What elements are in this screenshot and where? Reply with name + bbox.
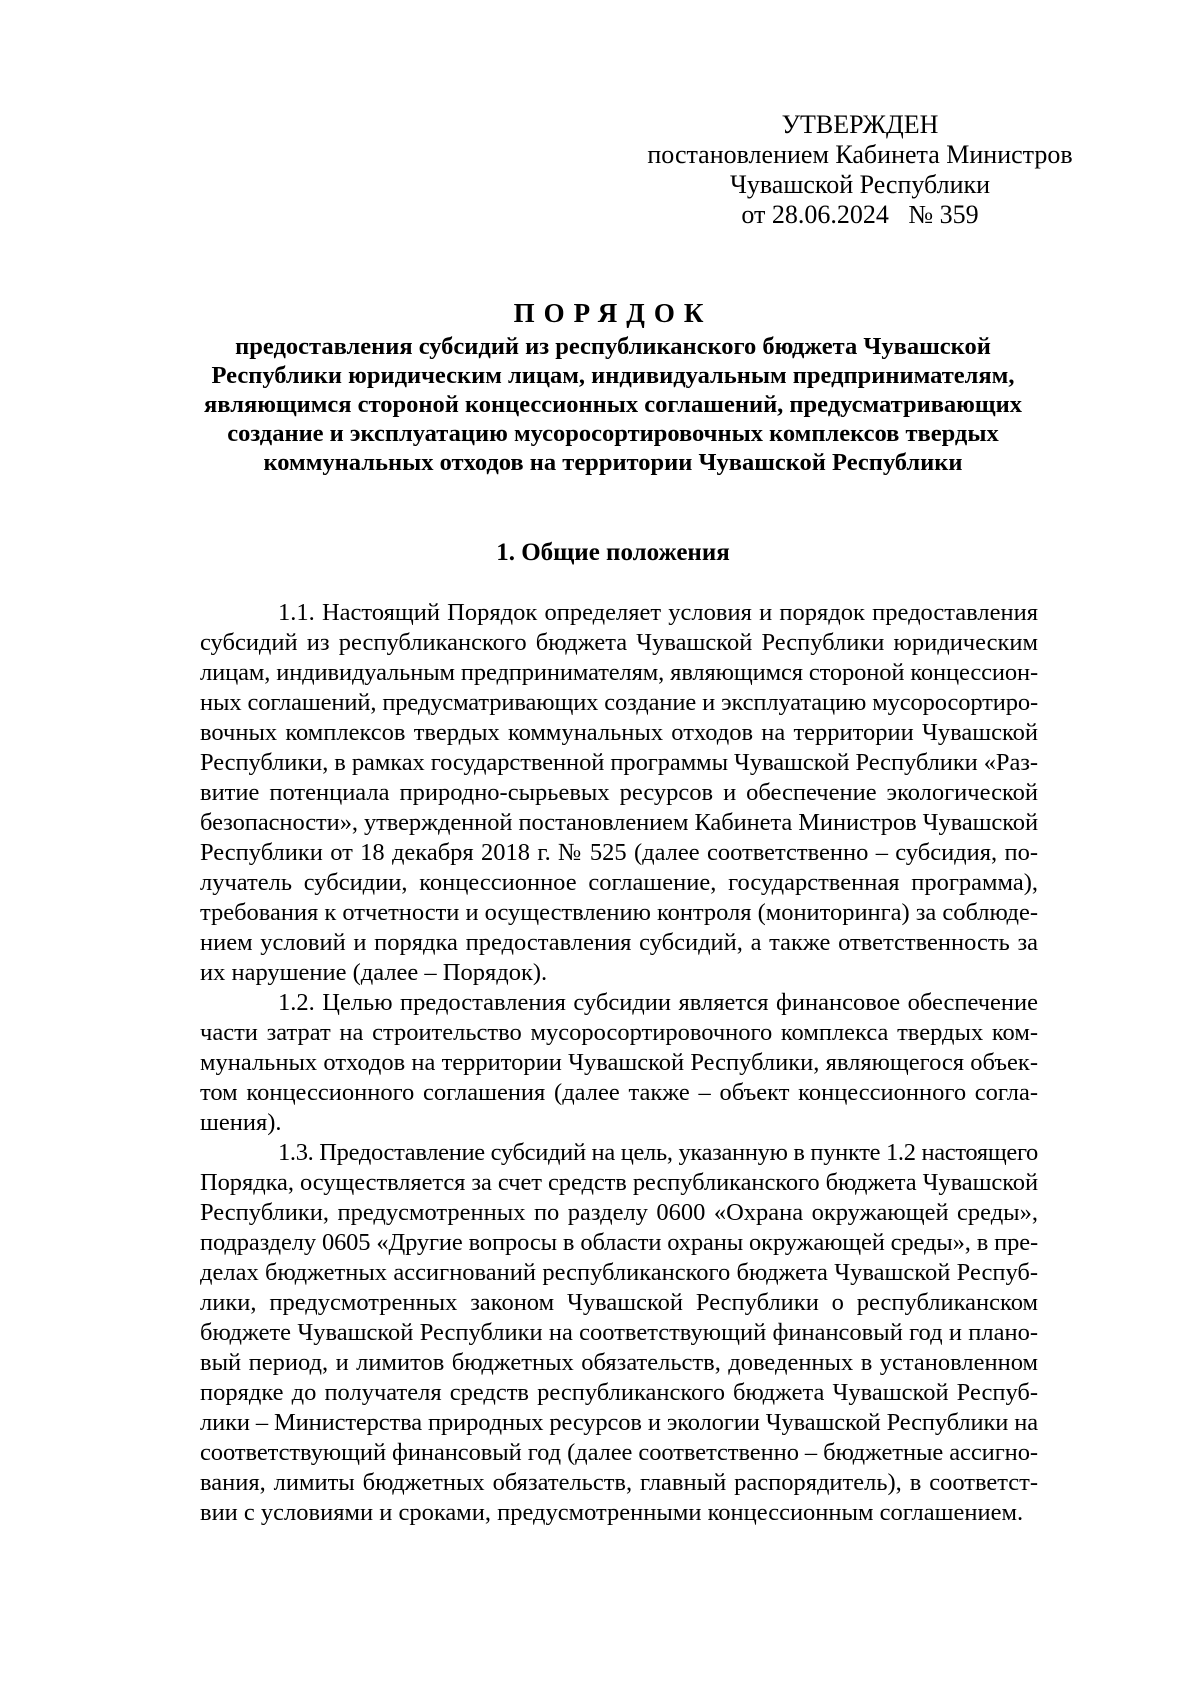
paragraph — [200, 988, 1038, 1138]
paragraph-line: субсидий из республиканского бюджета Чувашской Республики юридическим — [200, 629, 1038, 656]
paragraph-line: безопасности», утвержденной постановлением Кабинета Министров Чувашской — [200, 809, 1039, 836]
paragraph-line: их нарушение (далее – Порядок). — [200, 959, 548, 986]
approval-issuer: постановлением Кабинета Министров — [647, 140, 1073, 169]
paragraph-line: Порядка, осуществляется за счет средств республиканского бюджета Чувашской — [200, 1169, 1039, 1196]
approval-stamp — [640, 110, 1080, 230]
subtitle-line: создание и эксплуатацию мусоросортировочных комплексов твердых — [227, 420, 999, 447]
subtitle-line: коммунальных отходов на территории Чувашской Республики — [263, 449, 963, 476]
paragraph-line: лики, предусмотренных законом Чувашской Республики о республиканском — [200, 1289, 1038, 1316]
paragraph-line: шения). — [200, 1109, 282, 1136]
paragraph-line: лицам, индивидуальным предпринимателям, являющимся стороной концессион- — [200, 659, 1038, 686]
subtitle-line: Республики юридическим лицам, индивидуальным предпринимателям, — [211, 362, 1015, 389]
paragraph-line: ных соглашений, предусматривающих создание и эксплуатацию мусоросортиро- — [200, 689, 1038, 716]
paragraph-line: вый период, и лимитов бюджетных обязательств, доведенных в установленном — [200, 1349, 1038, 1376]
paragraph-line: подразделу 0605 «Другие вопросы в области охраны окружающей среды», в пре- — [200, 1229, 1038, 1256]
paragraph-line: части затрат на строительство мусоросортировочного комплекса твердых ком- — [200, 1019, 1038, 1046]
paragraph-line: вочных комплексов твердых коммунальных отходов на территории Чувашской — [200, 719, 1038, 746]
approval-date-number: от 28.06.2024 № 359 — [741, 200, 979, 229]
paragraph-line: мунальных отходов на территории Чувашской Республики, являющегося объек- — [200, 1049, 1038, 1076]
paragraph-line: вания, лимиты бюджетных обязательств, главный распорядитель), в соответст- — [200, 1469, 1038, 1496]
document-title-block — [200, 296, 1026, 477]
paragraph-line: вии с условиями и сроками, предусмотренными концессионным соглашением. — [200, 1499, 1024, 1526]
paragraph-line: нием условий и порядка предоставления субсидий, а также ответственность за — [200, 929, 1038, 956]
paragraph-line: порядке до получателя средств республиканского бюджета Чувашской Респуб- — [200, 1379, 1038, 1406]
body-text — [200, 598, 1038, 1528]
document-title: ПОРЯДОК — [513, 298, 713, 328]
section-heading: 1. Общие положения — [496, 539, 730, 566]
paragraph-line: требования к отчетности и осуществлению контроля (мониторинга) за соблюде- — [200, 899, 1038, 926]
subtitle-line: являющимся стороной концессионных соглашений, предусматривающих — [204, 391, 1022, 418]
subtitle-line: предоставления субсидий из республиканского бюджета Чувашской — [235, 333, 991, 360]
paragraph-line: 1.1. Настоящий Порядок определяет условия и порядок предоставления — [278, 599, 1038, 626]
paragraph-line: соответствующий финансовый год (далее соответственно – бюджетные ассигно- — [200, 1439, 1039, 1466]
approval-title: УТВЕРЖДЕН — [781, 110, 939, 139]
paragraph-line: том концессионного соглашения (далее также – объект концессионного согла- — [200, 1079, 1038, 1106]
paragraph-line: Республики, в рамках государственной программы Чувашской Республики «Раз- — [200, 749, 1038, 776]
paragraph-line: делах бюджетных ассигнований республиканского бюджета Чувашской Респуб- — [200, 1259, 1038, 1286]
paragraph-line: 1.3. Предоставление субсидий на цель, указанную в пункте 1.2 настоящего — [278, 1139, 1038, 1166]
paragraph-line: Республики, предусмотренных по разделу 0600 «Охрана окружающей среды», — [200, 1199, 1038, 1226]
paragraph-line: бюджете Чувашской Республики на соответствующий финансовый год и плано- — [200, 1319, 1038, 1346]
paragraph — [200, 598, 1038, 988]
paragraph-line: 1.2. Целью предоставления субсидии является финансовое обеспечение — [278, 989, 1038, 1016]
paragraph-line: витие потенциала природно-сырьевых ресурсов и обеспечение экологической — [200, 779, 1038, 806]
paragraph-line: лучатель субсидии, концессионное соглашение, государственная программа), — [200, 869, 1038, 896]
paragraph-line: лики – Министерства природных ресурсов и экологии Чувашской Республики на — [200, 1409, 1038, 1436]
paragraph-line: Республики от 18 декабря 2018 г. № 525 (далее соответственно – субсидия, по- — [200, 839, 1038, 866]
approval-region: Чувашской Республики — [729, 170, 991, 199]
paragraph — [200, 1138, 1038, 1528]
